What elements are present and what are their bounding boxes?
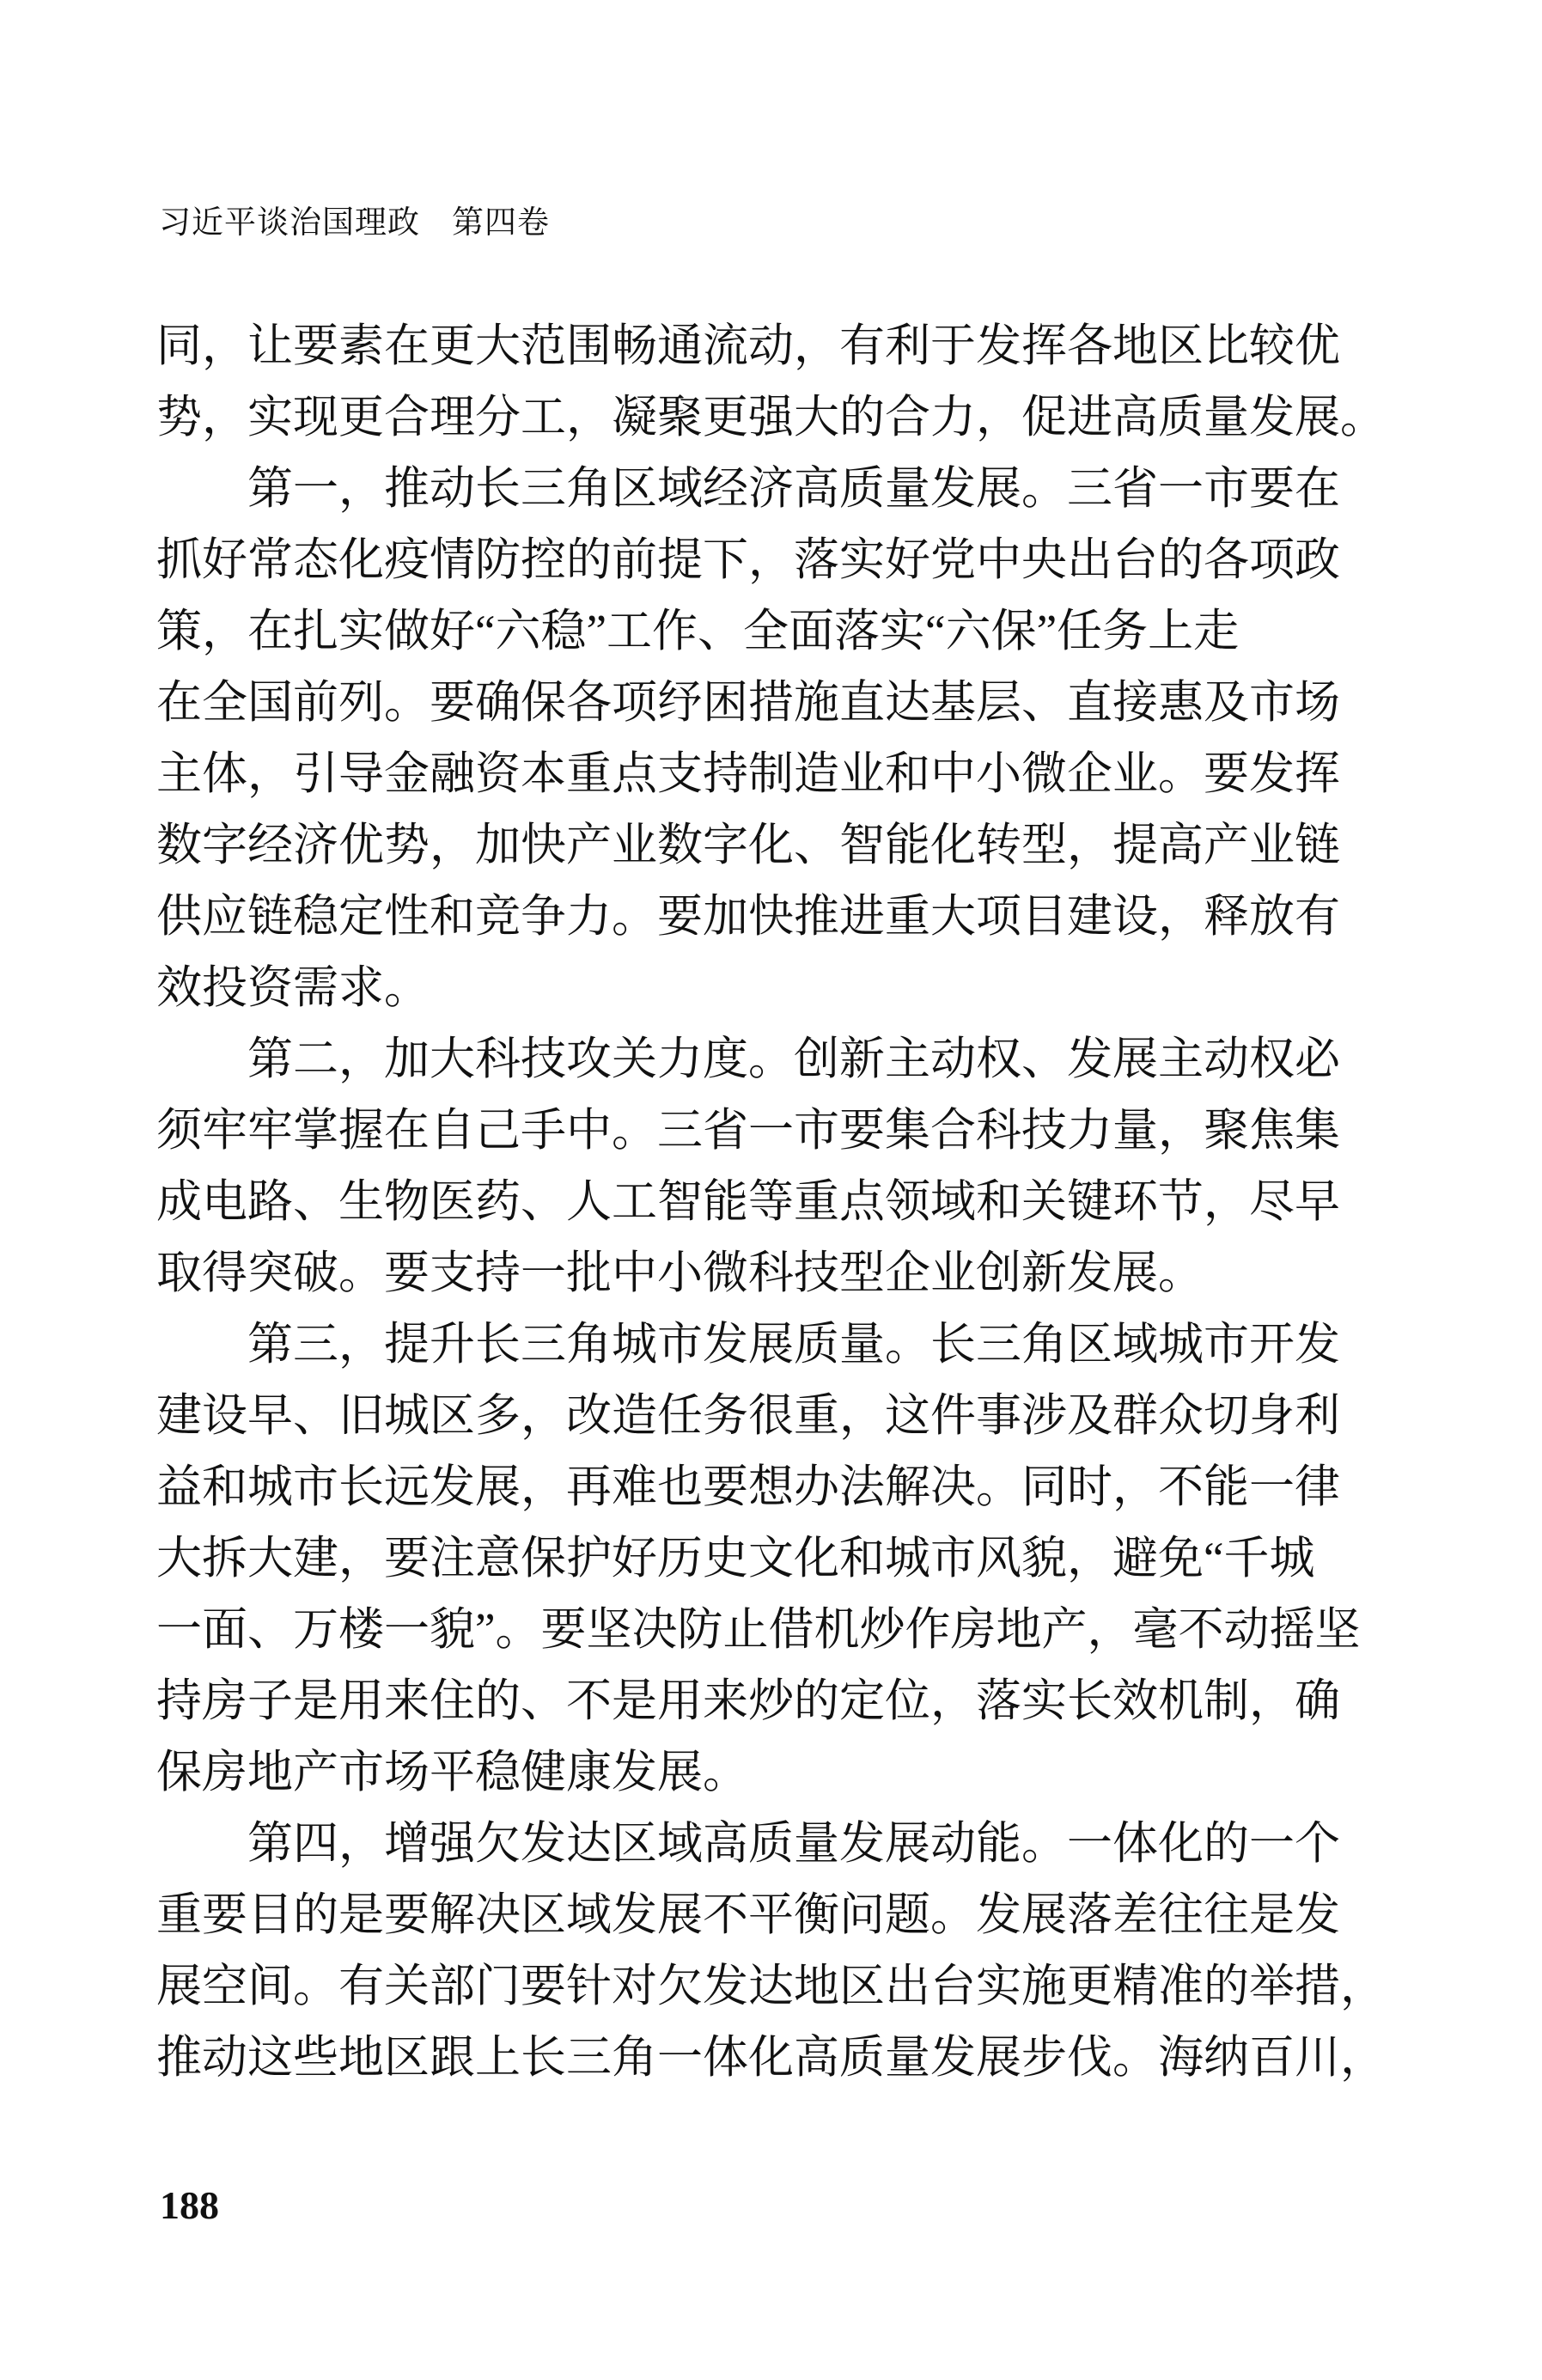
text-line: 取得突破。要支持一批中小微科技型企业创新发展。 — [156, 1248, 1204, 1298]
text-line: 推动这些地区跟上长三角一体化高质量发展步伐。海纳百川， — [156, 2033, 1386, 2083]
running-head-book-title: 习近平谈治国理政 — [159, 205, 420, 241]
text-line: 第一，推动长三角区域经济高质量发展。三省一市要在 — [247, 464, 1340, 514]
text-line: 策，在扎实做好“六稳”工作、全面落实“六保”任务上走 — [156, 607, 1240, 656]
text-line: 须牢牢掌握在自己手中。三省一市要集合科技力量，聚焦集 — [156, 1106, 1340, 1156]
page-number: 188 — [160, 2183, 219, 2227]
running-head-volume: 第四卷 — [452, 205, 550, 241]
text-line: 第四，增强欠发达区域高质量发展动能。一体化的一个 — [247, 1819, 1340, 1869]
text-line: 一面、万楼一貌”。要坚决防止借机炒作房地产，毫不动摇坚 — [156, 1605, 1361, 1655]
text-line: 主体，引导金融资本重点支持制造业和中小微企业。要发挥 — [156, 749, 1340, 799]
text-line: 同，让要素在更大范围畅通流动，有利于发挥各地区比较优 — [156, 321, 1340, 371]
text-line: 供应链稳定性和竞争力。要加快推进重大项目建设，释放有 — [156, 892, 1340, 942]
text-line: 重要目的是要解决区域发展不平衡问题。发展落差往往是发 — [156, 1890, 1340, 1940]
text-line: 第二，加大科技攻关力度。创新主动权、发展主动权必 — [247, 1034, 1340, 1084]
text-line: 第三，提升长三角城市发展质量。长三角区域城市开发 — [247, 1320, 1340, 1370]
text-line: 建设早、旧城区多，改造任务很重，这件事涉及群众切身利 — [156, 1391, 1340, 1441]
text-line: 展空间。有关部门要针对欠发达地区出台实施更精准的举措， — [156, 1962, 1386, 2011]
text-line: 数字经济优势，加快产业数字化、智能化转型，提高产业链 — [156, 821, 1340, 870]
text-line: 大拆大建，要注意保护好历史文化和城市风貌，避免“千城 — [156, 1534, 1315, 1584]
text-line: 抓好常态化疫情防控的前提下，落实好党中央出台的各项政 — [156, 535, 1340, 585]
text-line: 保房地产市场平稳健康发展。 — [156, 1748, 748, 1797]
running-head — [159, 206, 550, 241]
text-line: 势，实现更合理分工，凝聚更强大的合力，促进高质量发展。 — [156, 393, 1386, 442]
text-line: 成电路、生物医药、人工智能等重点领域和关键环节，尽早 — [156, 1177, 1340, 1227]
text-line: 效投资需求。 — [156, 963, 430, 1013]
text-line: 持房子是用来住的、不是用来炒的定位，落实长效机制，确 — [156, 1676, 1340, 1726]
text-line: 在全国前列。要确保各项纾困措施直达基层、直接惠及市场 — [156, 678, 1340, 728]
body-text — [156, 311, 1428, 2094]
text-line: 益和城市长远发展，再难也要想办法解决。同时，不能一律 — [156, 1462, 1340, 1512]
